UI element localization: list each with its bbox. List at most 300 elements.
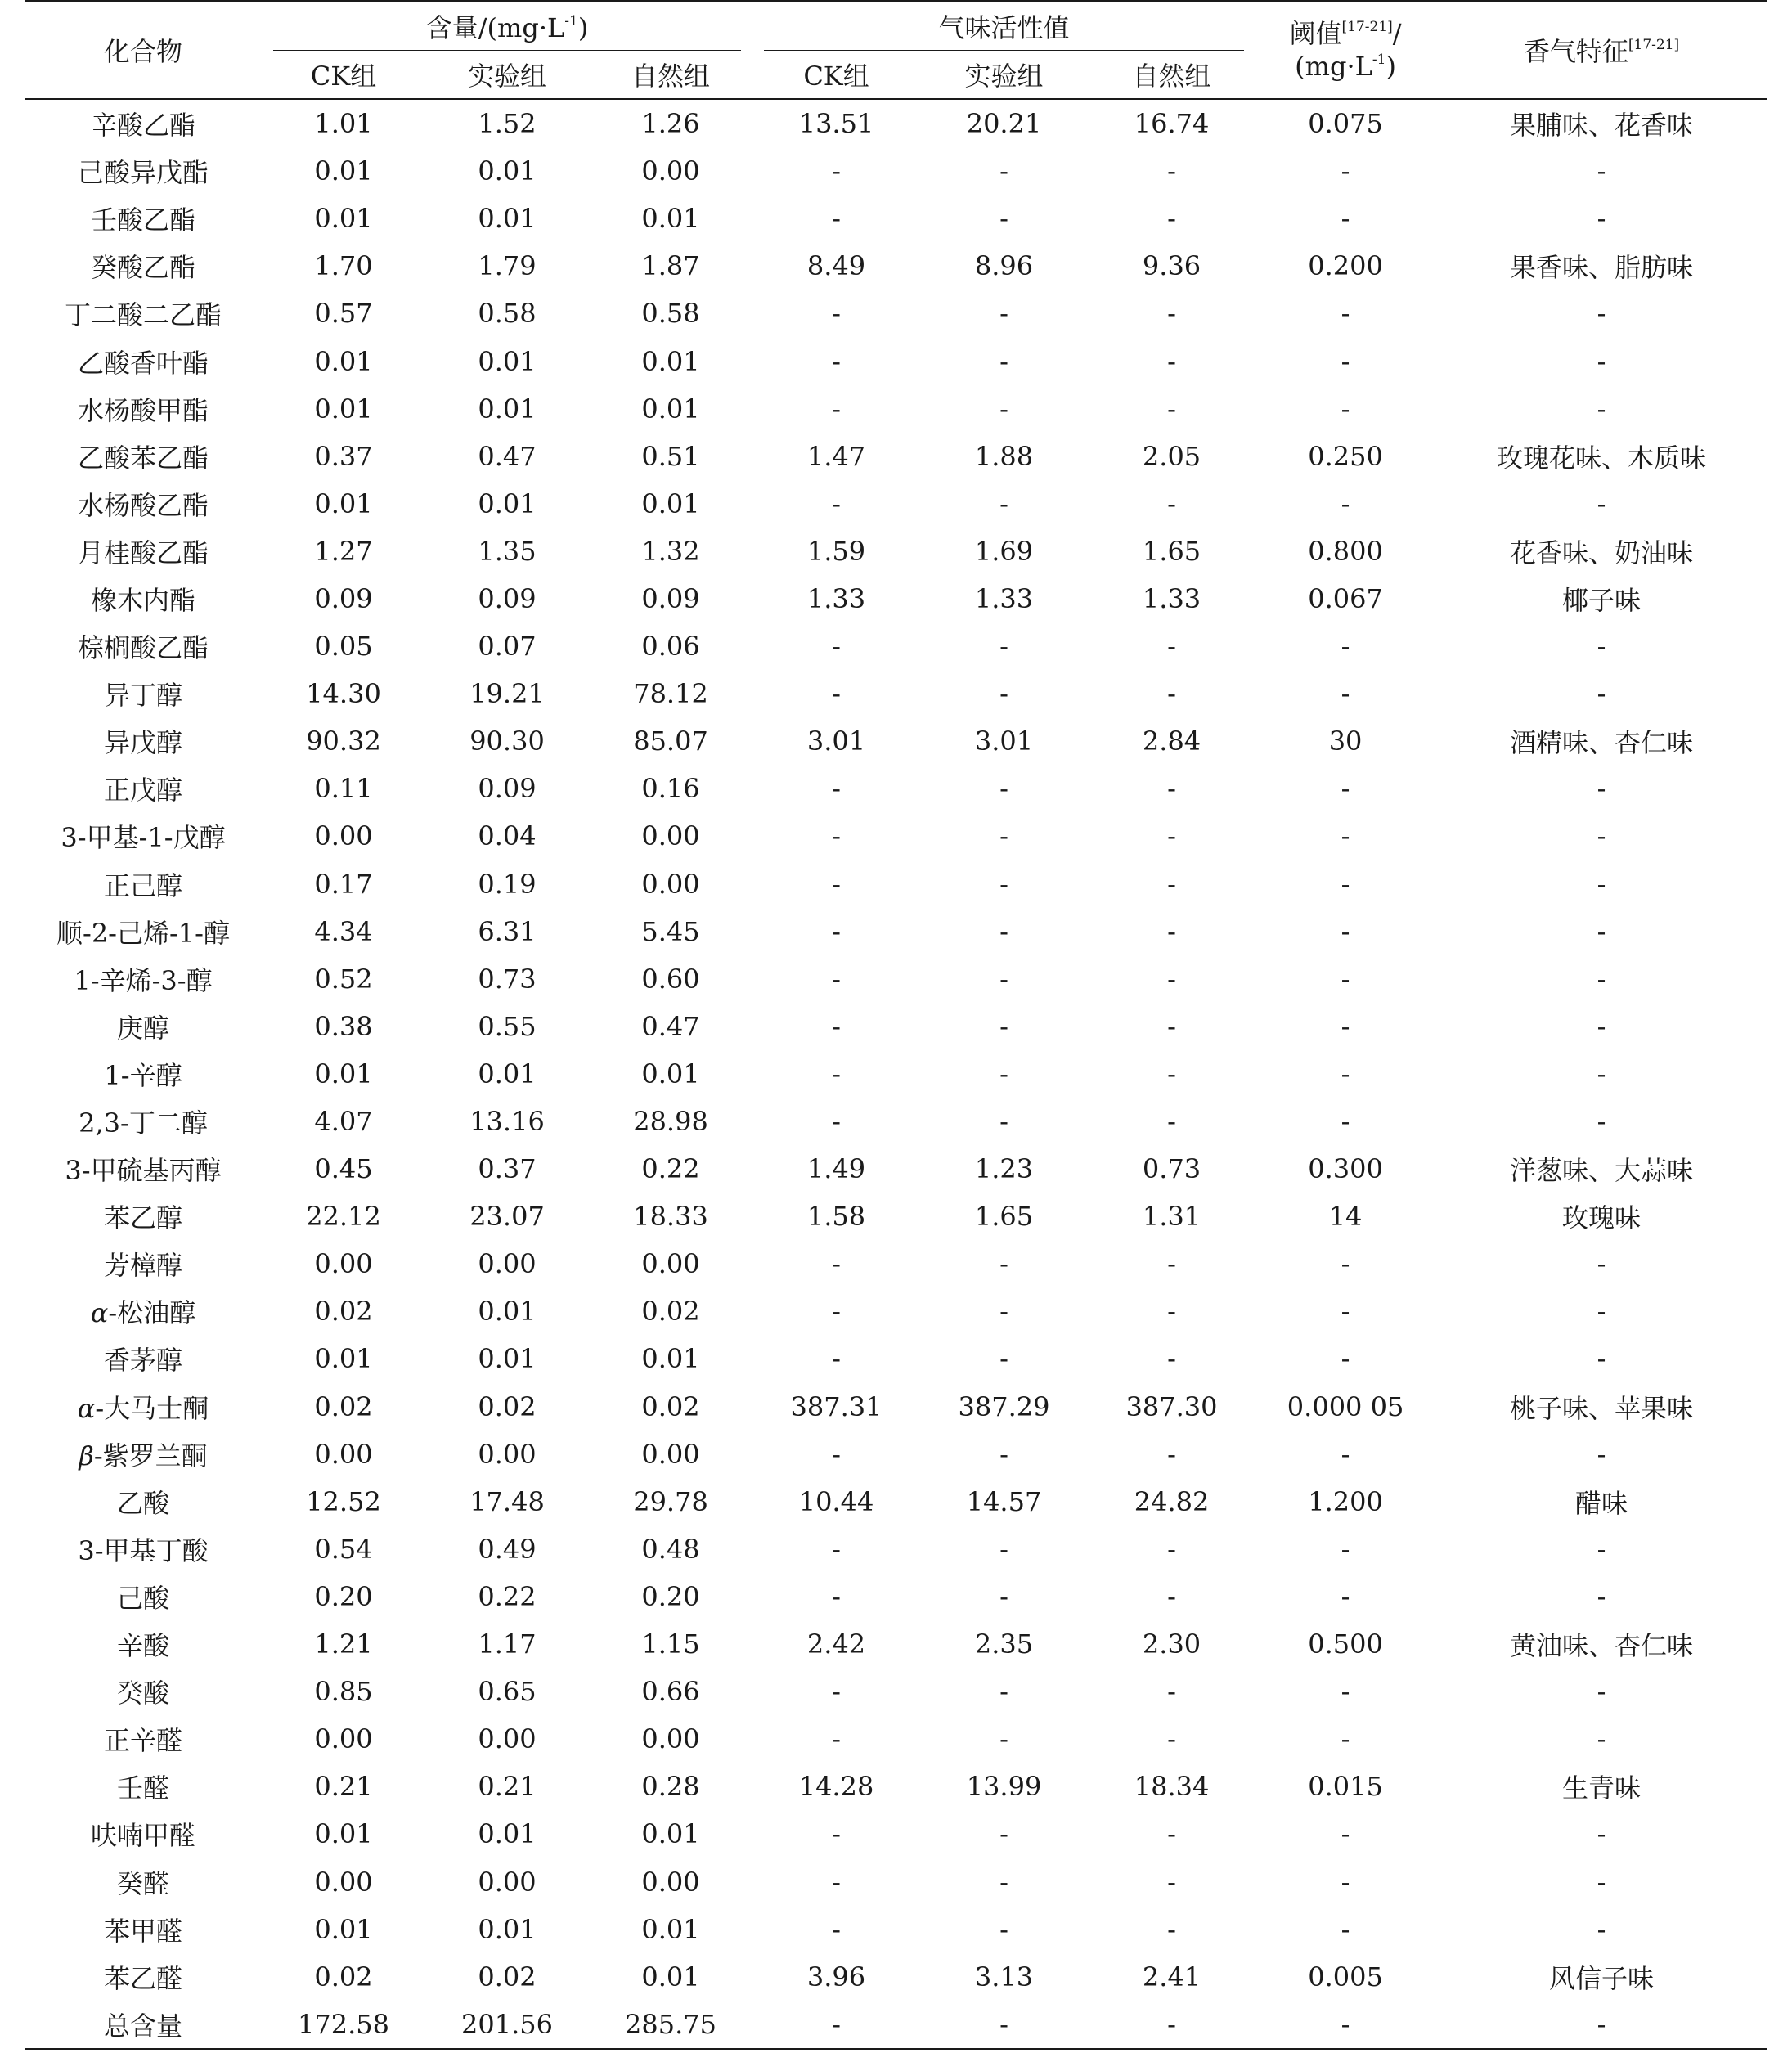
threshold-cell: 0.500 xyxy=(1308,1628,1383,1660)
oav-exp-cell: - xyxy=(999,1106,1008,1138)
header-threshold: 阈值[17-21]/ $(mg\cdot L^{-1})$ xyxy=(1255,1,1435,99)
content-exp-cell: 0.01 xyxy=(478,1818,537,1850)
oav-ck-cell: 1.58 xyxy=(806,1201,866,1233)
content-ck-cell: 0.01 xyxy=(314,393,373,425)
threshold-cell: - xyxy=(1341,298,1350,330)
content-ck-cell: 0.01 xyxy=(314,345,373,377)
aroma-cell: - xyxy=(1597,631,1606,663)
compound-name-cell: 癸酸乙酯 xyxy=(90,252,195,284)
oav-nat-cell: - xyxy=(1167,298,1176,330)
compound-name-cell: 1-辛烯-3-醇 xyxy=(74,964,213,996)
aroma-compound-table xyxy=(25,0,1767,2050)
header-content-group: 含量$/(mg\cdot L^{-1})$ xyxy=(262,1,752,51)
content-nat-cell: 1.87 xyxy=(641,250,700,282)
aroma-cell: 椰子味 xyxy=(1562,584,1642,616)
content-exp-cell: 0.00 xyxy=(478,1866,537,1898)
content-nat-cell: 0.02 xyxy=(641,1390,700,1422)
oav-exp-cell: - xyxy=(999,1533,1008,1565)
oav-nat-cell: - xyxy=(1167,1676,1176,1708)
oav-nat-cell: - xyxy=(1167,1866,1176,1898)
oav-nat-cell: - xyxy=(1167,1010,1176,1042)
oav-exp-cell: 1.69 xyxy=(974,535,1034,567)
content-ck-cell: 1.21 xyxy=(314,1628,373,1660)
content-nat-cell: 0.00 xyxy=(641,1438,700,1470)
compound-name-cell: 乙酸 xyxy=(116,1487,169,1519)
content-ck-cell: 12.52 xyxy=(306,1485,381,1517)
oav-nat-cell: 1.31 xyxy=(1142,1201,1201,1233)
content-exp-cell: 0.00 xyxy=(478,1723,537,1755)
compound-name-cell: 庚醇 xyxy=(116,1012,169,1044)
content-ck-cell: 0.00 xyxy=(314,1248,373,1280)
oav-exp-cell: - xyxy=(999,1296,1008,1327)
oav-ck-cell: - xyxy=(832,1723,841,1755)
content-exp-cell: 0.01 xyxy=(478,1343,537,1375)
compound-name-cell: 癸酸 xyxy=(116,1678,169,1709)
oav-nat-cell: - xyxy=(1167,393,1176,425)
table-row xyxy=(25,1193,1767,1240)
oav-exp-cell: - xyxy=(999,1010,1008,1042)
content-nat-cell: 0.00 xyxy=(641,1723,700,1755)
oav-nat-cell: - xyxy=(1167,1818,1176,1850)
content-ck-cell: 90.32 xyxy=(306,726,381,757)
content-ck-cell: 0.02 xyxy=(314,1390,373,1422)
content-nat-cell: 0.16 xyxy=(641,773,700,805)
content-exp-cell: 0.09 xyxy=(478,582,537,614)
oav-exp-cell: - xyxy=(999,1343,1008,1375)
threshold-cell: 0.000 05 xyxy=(1287,1390,1404,1422)
threshold-cell: - xyxy=(1341,1723,1350,1755)
subheader-content-ck: CK组 xyxy=(310,61,377,92)
content-ck-cell: 0.38 xyxy=(314,1010,373,1042)
threshold-cell: - xyxy=(1341,155,1350,187)
oav-ck-cell: 1.49 xyxy=(806,1153,866,1185)
content-ck-cell: 0.09 xyxy=(314,582,373,614)
content-exp-cell: 0.00 xyxy=(478,1248,537,1280)
compound-name-text: -紫罗兰酮 xyxy=(93,1440,208,1471)
threshold-cell: 30 xyxy=(1328,726,1363,757)
compound-name-cell: 异戊醇 xyxy=(103,727,182,759)
oav-exp-cell: 2.35 xyxy=(974,1628,1034,1660)
content-nat-cell: 0.01 xyxy=(641,487,700,519)
oav-nat-cell: - xyxy=(1167,820,1176,852)
oav-ck-cell: 3.01 xyxy=(806,726,866,757)
aroma-cell: 风信子味 xyxy=(1549,1962,1655,1994)
content-ck-cell: 0.01 xyxy=(314,155,373,187)
content-nat-cell: 1.26 xyxy=(641,108,700,140)
table-row xyxy=(25,860,1767,908)
content-ck-cell: 0.57 xyxy=(314,298,373,330)
oav-exp-cell: 1.33 xyxy=(974,582,1034,614)
oav-exp-cell: 1.65 xyxy=(974,1201,1034,1233)
oav-exp-cell: - xyxy=(999,1723,1008,1755)
content-ck-cell: 4.07 xyxy=(314,1106,373,1138)
table-row xyxy=(25,1383,1767,1431)
content-ck-cell: 0.00 xyxy=(314,1438,373,1470)
content-exp-cell: 0.58 xyxy=(478,298,537,330)
oav-nat-cell: - xyxy=(1167,203,1176,235)
oav-nat-cell: 9.36 xyxy=(1142,250,1201,282)
oav-ck-cell: - xyxy=(832,393,841,425)
content-exp-cell: 90.30 xyxy=(469,726,545,757)
oav-ck-cell: 13.51 xyxy=(798,108,874,140)
content-nat-cell: 29.78 xyxy=(633,1485,708,1517)
compound-name-text: -松油醇 xyxy=(108,1297,196,1329)
oav-nat-cell: - xyxy=(1167,1296,1176,1327)
compound-name-cell: 苯甲醛 xyxy=(103,1915,182,1947)
oav-exp-cell: - xyxy=(999,1580,1008,1612)
threshold-cell: - xyxy=(1341,963,1350,995)
compound-name-cell: 壬酸乙酯 xyxy=(90,204,195,236)
content-exp-cell: 0.65 xyxy=(478,1676,537,1708)
table-row xyxy=(25,1145,1767,1193)
threshold-cell: - xyxy=(1341,487,1350,519)
oav-nat-cell: - xyxy=(1167,1533,1176,1565)
content-nat-cell: 0.01 xyxy=(641,1343,700,1375)
content-exp-cell: 0.01 xyxy=(478,1058,537,1089)
table-row xyxy=(25,1525,1767,1573)
compound-name-cell: 乙酸香叶酯 xyxy=(77,347,209,379)
aroma-cell: - xyxy=(1597,1866,1606,1898)
greek-prefix: β xyxy=(79,1440,94,1471)
oav-ck-cell: - xyxy=(832,1438,841,1470)
content-exp-cell: 23.07 xyxy=(469,1201,545,1233)
content-ck-cell: 0.54 xyxy=(314,1533,373,1565)
content-nat-cell: 0.47 xyxy=(641,1010,700,1042)
table-row xyxy=(25,908,1767,955)
oav-exp-cell: - xyxy=(999,631,1008,663)
aroma-cell: - xyxy=(1597,868,1606,900)
table-row xyxy=(25,1478,1767,1525)
oav-exp-cell: 3.01 xyxy=(974,726,1034,757)
content-ck-cell: 0.01 xyxy=(314,487,373,519)
oav-nat-cell: 2.05 xyxy=(1142,440,1201,472)
content-exp-cell: 1.52 xyxy=(478,108,537,140)
subheader-oav-nat: 自然组 xyxy=(1132,61,1211,92)
content-nat-cell: 0.00 xyxy=(641,1248,700,1280)
aroma-cell: - xyxy=(1597,1533,1606,1565)
table-row xyxy=(25,1050,1767,1098)
content-exp-cell: 0.09 xyxy=(478,773,537,805)
oav-ck-cell: 8.49 xyxy=(806,250,866,282)
content-ck-cell: 0.52 xyxy=(314,963,373,995)
oav-nat-cell: - xyxy=(1167,1438,1176,1470)
subheader-content-nat: 自然组 xyxy=(631,61,711,92)
content-exp-cell: 0.01 xyxy=(478,203,537,235)
oav-nat-cell: - xyxy=(1167,773,1176,805)
threshold-cell: - xyxy=(1341,1248,1350,1280)
oav-ck-cell: - xyxy=(832,820,841,852)
oav-nat-cell: - xyxy=(1167,963,1176,995)
aroma-cell: 酒精味、杏仁味 xyxy=(1510,727,1694,759)
content-nat-cell: 0.66 xyxy=(641,1676,700,1708)
content-nat-cell: 0.00 xyxy=(641,868,700,900)
compound-name-cell: 芳樟醇 xyxy=(103,1250,182,1282)
aroma-cell: - xyxy=(1597,1913,1606,1945)
oav-nat-cell: - xyxy=(1167,345,1176,377)
content-ck-cell: 0.01 xyxy=(314,1343,373,1375)
oav-nat-cell: 387.30 xyxy=(1125,1390,1218,1422)
content-ck-cell: 0.01 xyxy=(314,203,373,235)
content-nat-cell: 1.15 xyxy=(641,1628,700,1660)
subheader-oav-ck: CK组 xyxy=(803,61,869,92)
content-ck-cell: 0.05 xyxy=(314,631,373,663)
compound-name-cell: 正辛醛 xyxy=(103,1725,182,1757)
oav-ck-cell: 1.47 xyxy=(806,440,866,472)
content-ck-cell: 0.00 xyxy=(314,1723,373,1755)
content-nat-cell: 0.01 xyxy=(641,393,700,425)
oav-exp-cell: - xyxy=(999,1676,1008,1708)
threshold-cell: - xyxy=(1341,1438,1350,1470)
table-row xyxy=(25,1003,1767,1050)
content-ck-cell: 1.27 xyxy=(314,535,373,567)
table-header xyxy=(25,1,1767,99)
oav-exp-cell: - xyxy=(999,345,1008,377)
content-exp-cell: 13.16 xyxy=(469,1106,545,1138)
compound-name-cell: 苯乙醇 xyxy=(103,1202,182,1234)
aroma-cell: 黄油味、杏仁味 xyxy=(1510,1630,1694,1662)
threshold-cell: - xyxy=(1341,773,1350,805)
table-row xyxy=(25,337,1767,384)
oav-nat-cell: - xyxy=(1167,868,1176,900)
compound-name-cell: 辛酸 xyxy=(116,1630,169,1662)
oav-nat-cell: - xyxy=(1167,487,1176,519)
content-nat-cell: 18.33 xyxy=(633,1201,708,1233)
content-nat-cell: 1.32 xyxy=(641,535,700,567)
content-exp-cell: 1.35 xyxy=(478,535,537,567)
oav-nat-cell: 2.30 xyxy=(1142,1628,1201,1660)
compound-name-cell: 丁二酸二乙酯 xyxy=(64,299,222,331)
threshold-cell: - xyxy=(1341,203,1350,235)
content-exp-cell: 0.22 xyxy=(478,1580,537,1612)
oav-exp-cell: 20.21 xyxy=(966,108,1042,140)
aroma-cell: 玫瑰花味、木质味 xyxy=(1497,442,1707,474)
oav-nat-cell: - xyxy=(1167,1723,1176,1755)
oav-exp-cell: - xyxy=(999,1818,1008,1850)
content-nat-cell: 0.02 xyxy=(641,1296,700,1327)
compound-name-cell: 橡木内酯 xyxy=(90,584,195,616)
content-nat-cell: 0.01 xyxy=(641,1961,700,1992)
content-ck-cell: 22.12 xyxy=(306,1201,381,1233)
compound-name-cell: 异丁醇 xyxy=(103,680,182,712)
content-ck-cell: 0.01 xyxy=(314,1058,373,1089)
header-compound: 化合物 xyxy=(25,1,262,99)
threshold-cell: - xyxy=(1341,1913,1350,1945)
compound-name-cell: 水杨酸乙酯 xyxy=(77,489,209,521)
table-row xyxy=(25,1431,1767,1478)
content-exp-cell: 6.31 xyxy=(478,915,537,947)
oav-exp-cell: 3.13 xyxy=(974,1961,1034,1992)
compound-name-cell: 顺-2-己烯-1-醇 xyxy=(56,917,230,949)
aroma-cell: - xyxy=(1597,1296,1606,1327)
table-row xyxy=(25,1668,1767,1715)
table-row xyxy=(25,1858,1767,1905)
content-nat-cell: 0.20 xyxy=(641,1580,700,1612)
content-ck-cell: 0.37 xyxy=(314,440,373,472)
compound-name-cell: 棕榈酸乙酯 xyxy=(77,632,209,664)
aroma-cell: 玫瑰味 xyxy=(1562,1202,1642,1234)
content-ck-cell: 0.21 xyxy=(314,1771,373,1803)
aroma-cell: - xyxy=(1597,678,1606,710)
content-exp-cell: 201.56 xyxy=(461,2008,553,2040)
content-nat-cell: 0.60 xyxy=(641,963,700,995)
content-nat-cell: 285.75 xyxy=(625,2008,716,2040)
oav-ck-cell: - xyxy=(832,1676,841,1708)
content-nat-cell: 78.12 xyxy=(633,678,708,710)
oav-ck-cell: - xyxy=(832,203,841,235)
oav-nat-cell: - xyxy=(1167,1058,1176,1089)
oav-exp-cell: - xyxy=(999,1913,1008,1945)
table-row xyxy=(25,622,1767,670)
compound-name-cell: 3-甲基丁酸 xyxy=(78,1534,209,1566)
content-nat-cell: 0.00 xyxy=(641,1866,700,1898)
table-row xyxy=(25,528,1767,575)
content-ck-cell: 0.17 xyxy=(314,868,373,900)
table-row xyxy=(25,1335,1767,1382)
content-ck-cell: 0.20 xyxy=(314,1580,373,1612)
table-row xyxy=(25,1763,1767,1810)
oav-ck-cell: - xyxy=(832,963,841,995)
aroma-cell: - xyxy=(1597,298,1606,330)
aroma-cell: - xyxy=(1597,2008,1606,2040)
threshold-cell: - xyxy=(1341,1866,1350,1898)
threshold-cell: - xyxy=(1341,2008,1350,2040)
content-exp-cell: 0.73 xyxy=(478,963,537,995)
oav-nat-cell: 2.41 xyxy=(1142,1961,1201,1992)
compound-name-cell: 正己醇 xyxy=(103,869,182,901)
aroma-cell: - xyxy=(1597,1106,1606,1138)
oav-exp-cell: - xyxy=(999,820,1008,852)
aroma-cell: - xyxy=(1597,155,1606,187)
content-exp-cell: 0.01 xyxy=(478,487,537,519)
oav-exp-cell: - xyxy=(999,868,1008,900)
oav-nat-cell: - xyxy=(1167,1248,1176,1280)
content-exp-cell: 0.01 xyxy=(478,393,537,425)
aroma-cell: 醋味 xyxy=(1575,1487,1628,1519)
oav-ck-cell: - xyxy=(832,487,841,519)
oav-ck-cell: 2.42 xyxy=(806,1628,866,1660)
content-exp-cell: 0.47 xyxy=(478,440,537,472)
subheader-content-exp: 实验组 xyxy=(467,61,546,92)
compound-name-cell: 3-甲基-1-戊醇 xyxy=(61,822,226,854)
content-ck-cell: 0.11 xyxy=(314,773,373,805)
oav-nat-cell: - xyxy=(1167,1913,1176,1945)
content-exp-cell: 19.21 xyxy=(469,678,545,710)
aroma-cell: - xyxy=(1597,1676,1606,1708)
oav-ck-cell: - xyxy=(832,1343,841,1375)
oav-nat-cell: - xyxy=(1167,1343,1176,1375)
table-row xyxy=(25,1573,1767,1620)
oav-ck-cell: 387.31 xyxy=(790,1390,883,1422)
table-row xyxy=(25,480,1767,528)
compound-name-cell: 壬醛 xyxy=(116,1772,169,1804)
content-exp-cell: 0.19 xyxy=(478,868,537,900)
aroma-cell: 花香味、奶油味 xyxy=(1510,537,1694,568)
oav-exp-cell: - xyxy=(999,1248,1008,1280)
oav-ck-cell: - xyxy=(832,2008,841,2040)
content-ck-cell: 0.01 xyxy=(314,1913,373,1945)
content-exp-cell: 1.79 xyxy=(478,250,537,282)
threshold-cell: - xyxy=(1341,631,1350,663)
content-ck-cell: 0.45 xyxy=(314,1153,373,1185)
oav-exp-cell: - xyxy=(999,915,1008,947)
content-nat-cell: 0.00 xyxy=(641,820,700,852)
compound-name-cell: 3-甲硫基丙醇 xyxy=(65,1155,222,1187)
table-row xyxy=(25,1098,1767,1145)
table-row xyxy=(25,147,1767,195)
compound-name-cell xyxy=(25,1431,262,1478)
content-exp-cell: 0.49 xyxy=(478,1533,537,1565)
oav-ck-cell: - xyxy=(832,1866,841,1898)
compound-name-cell: 己酸异戊酯 xyxy=(77,157,209,189)
threshold-cell: - xyxy=(1341,915,1350,947)
table-row xyxy=(25,99,1767,147)
content-nat-cell: 0.28 xyxy=(641,1771,700,1803)
content-nat-cell: 0.58 xyxy=(641,298,700,330)
threshold-cell: - xyxy=(1341,1580,1350,1612)
header-aroma: 香气特征[17-21] xyxy=(1435,1,1767,99)
content-exp-cell: 0.04 xyxy=(478,820,537,852)
oav-nat-cell: - xyxy=(1167,678,1176,710)
threshold-cell: - xyxy=(1341,1010,1350,1042)
aroma-cell: - xyxy=(1597,1058,1606,1089)
aroma-cell: 果脯味、花香味 xyxy=(1510,110,1694,142)
content-nat-cell: 0.00 xyxy=(641,155,700,187)
table-row xyxy=(25,955,1767,1003)
table-row xyxy=(25,1810,1767,1858)
oav-nat-cell: - xyxy=(1167,1580,1176,1612)
threshold-cell: 0.300 xyxy=(1308,1153,1383,1185)
content-exp-cell: 1.17 xyxy=(478,1628,537,1660)
oav-ck-cell: - xyxy=(832,1818,841,1850)
table-row xyxy=(25,670,1767,717)
compound-name-text: -大马士酮 xyxy=(95,1392,209,1424)
oav-exp-cell: - xyxy=(999,393,1008,425)
content-ck-cell: 14.30 xyxy=(306,678,381,710)
content-exp-cell: 17.48 xyxy=(469,1485,545,1517)
threshold-cell: 0.800 xyxy=(1308,535,1383,567)
threshold-cell: - xyxy=(1341,1818,1350,1850)
oav-exp-cell: - xyxy=(999,678,1008,710)
table-row xyxy=(25,717,1767,765)
oav-ck-cell: - xyxy=(832,678,841,710)
aroma-cell: 洋葱味、大蒜味 xyxy=(1510,1155,1694,1187)
aroma-cell: 桃子味、苹果味 xyxy=(1510,1392,1694,1424)
oav-exp-cell: - xyxy=(999,203,1008,235)
oav-exp-cell: - xyxy=(999,298,1008,330)
oav-exp-cell: 8.96 xyxy=(974,250,1034,282)
oav-ck-cell: - xyxy=(832,1106,841,1138)
oav-ck-cell: 3.96 xyxy=(806,1961,866,1992)
table-row xyxy=(25,290,1767,337)
oav-ck-cell: - xyxy=(832,1248,841,1280)
compound-table-container xyxy=(25,0,1767,2050)
oav-exp-cell: - xyxy=(999,155,1008,187)
compound-name-cell: 2,3-丁二醇 xyxy=(79,1107,208,1139)
compound-name-cell xyxy=(25,1383,262,1431)
compound-name-cell: 乙酸苯乙酯 xyxy=(77,442,209,474)
oav-ck-cell: - xyxy=(832,1913,841,1945)
content-exp-cell: 0.00 xyxy=(478,1438,537,1470)
content-ck-cell: 172.58 xyxy=(298,2008,389,2040)
oav-exp-cell: 387.29 xyxy=(958,1390,1050,1422)
oav-exp-cell: 1.88 xyxy=(974,440,1034,472)
oav-ck-cell: 1.33 xyxy=(806,582,866,614)
table-row xyxy=(25,1906,1767,1953)
content-exp-cell: 0.37 xyxy=(478,1153,537,1185)
oav-ck-cell: - xyxy=(832,1010,841,1042)
compound-name-cell: 己酸 xyxy=(116,1582,169,1614)
oav-ck-cell: - xyxy=(832,915,841,947)
